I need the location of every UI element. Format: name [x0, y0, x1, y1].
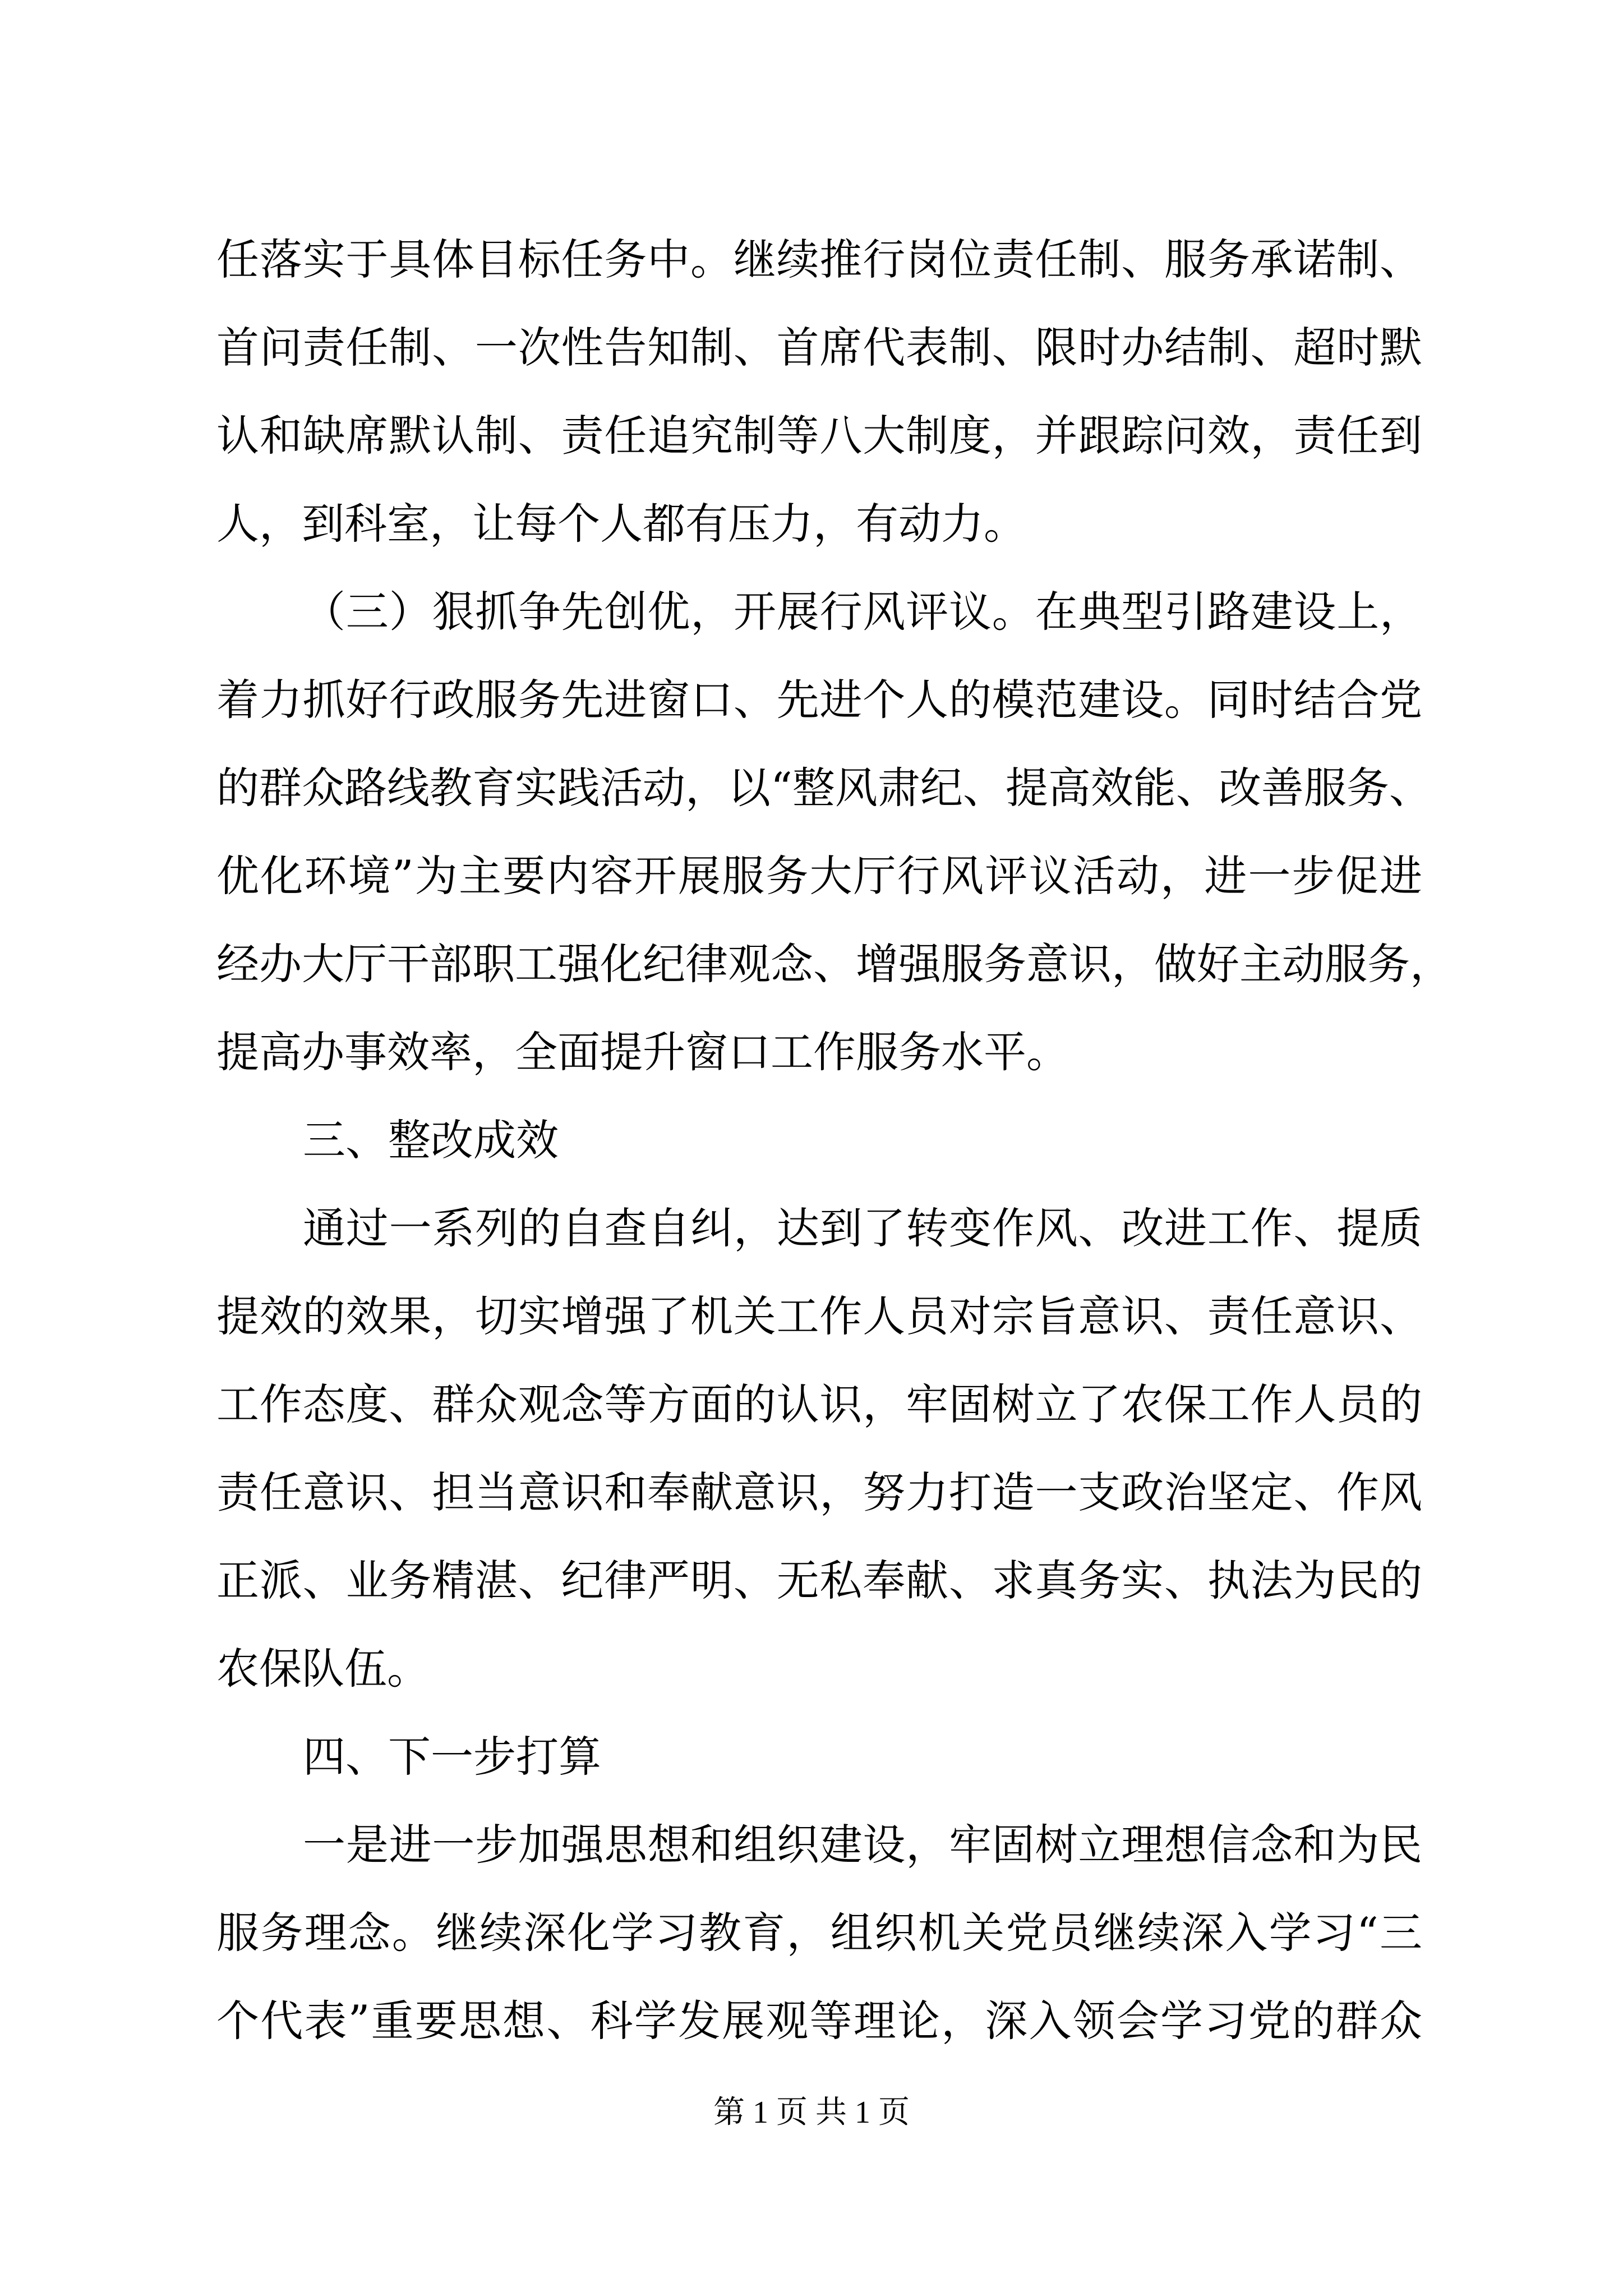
- text-line: 首问责任制、一次性告知制、首席代表制、限时办结制、超时默: [216, 323, 1422, 372]
- text-line: 提效的效果，切实增强了机关工作人员对宗旨意识、责任意识、: [216, 1291, 1422, 1341]
- text-line: 经办大厅干部职工强化纪律观念、增强服务意识，做好主动服务，: [216, 939, 1453, 989]
- document-body: [216, 215, 1453, 2065]
- text-line: 正派、业务精湛、纪律严明、无私奉献、求真务实、执法为民的: [216, 1556, 1422, 1605]
- section-heading: 三、整改成效: [303, 1115, 559, 1165]
- text-line: 认和缺席默认制、责任追究制等八大制度，并跟踪问效，责任到: [216, 411, 1422, 461]
- text-line: 着力抓好行政服务先进窗口、先进个人的模范建设。同时结合党: [216, 675, 1422, 725]
- text-line: 提高办事效率，全面提升窗口工作服务水平。: [216, 1027, 1069, 1077]
- section-heading: 四、下一步打算: [303, 1732, 601, 1782]
- text-line: 服务理念。继续深化学习教育，组织机关党员继续深入学习“三: [216, 1908, 1422, 1958]
- text-line: 工作态度、群众观念等方面的认识，牢固树立了农保工作人员的: [216, 1379, 1422, 1429]
- text-line: 的群众路线教育实践活动，以“整风肃纪、提高效能、改善服务、: [216, 763, 1432, 813]
- text-line: 人，到科室，让每个人都有压力，有动力。: [216, 499, 1026, 549]
- text-line: 一是进一步加强思想和组织建设，牢固树立理想信念和为民: [303, 1820, 1422, 1870]
- text-line: 个代表”重要思想、科学发展观等理论，深入领会学习党的群众: [216, 1996, 1422, 2046]
- text-line: 任落实于具体目标任务中。继续推行岗位责任制、服务承诺制、: [216, 234, 1422, 284]
- text-line: 农保队伍。: [216, 1644, 430, 1694]
- text-line: 优化环境”为主要内容开展服务大厅行风评议活动，进一步促进: [216, 851, 1422, 901]
- text-line: 通过一系列的自查自纠，达到了转变作风、改进工作、提质: [303, 1203, 1422, 1253]
- page-number-footer: 第 1 页 共 1 页: [713, 2095, 910, 2130]
- text-line: 责任意识、担当意识和奉献意识，努力打造一支政治坚定、作风: [216, 1467, 1422, 1517]
- text-line: （三）狠抓争先创优，开展行风评议。在典型引路建设上，: [303, 587, 1422, 637]
